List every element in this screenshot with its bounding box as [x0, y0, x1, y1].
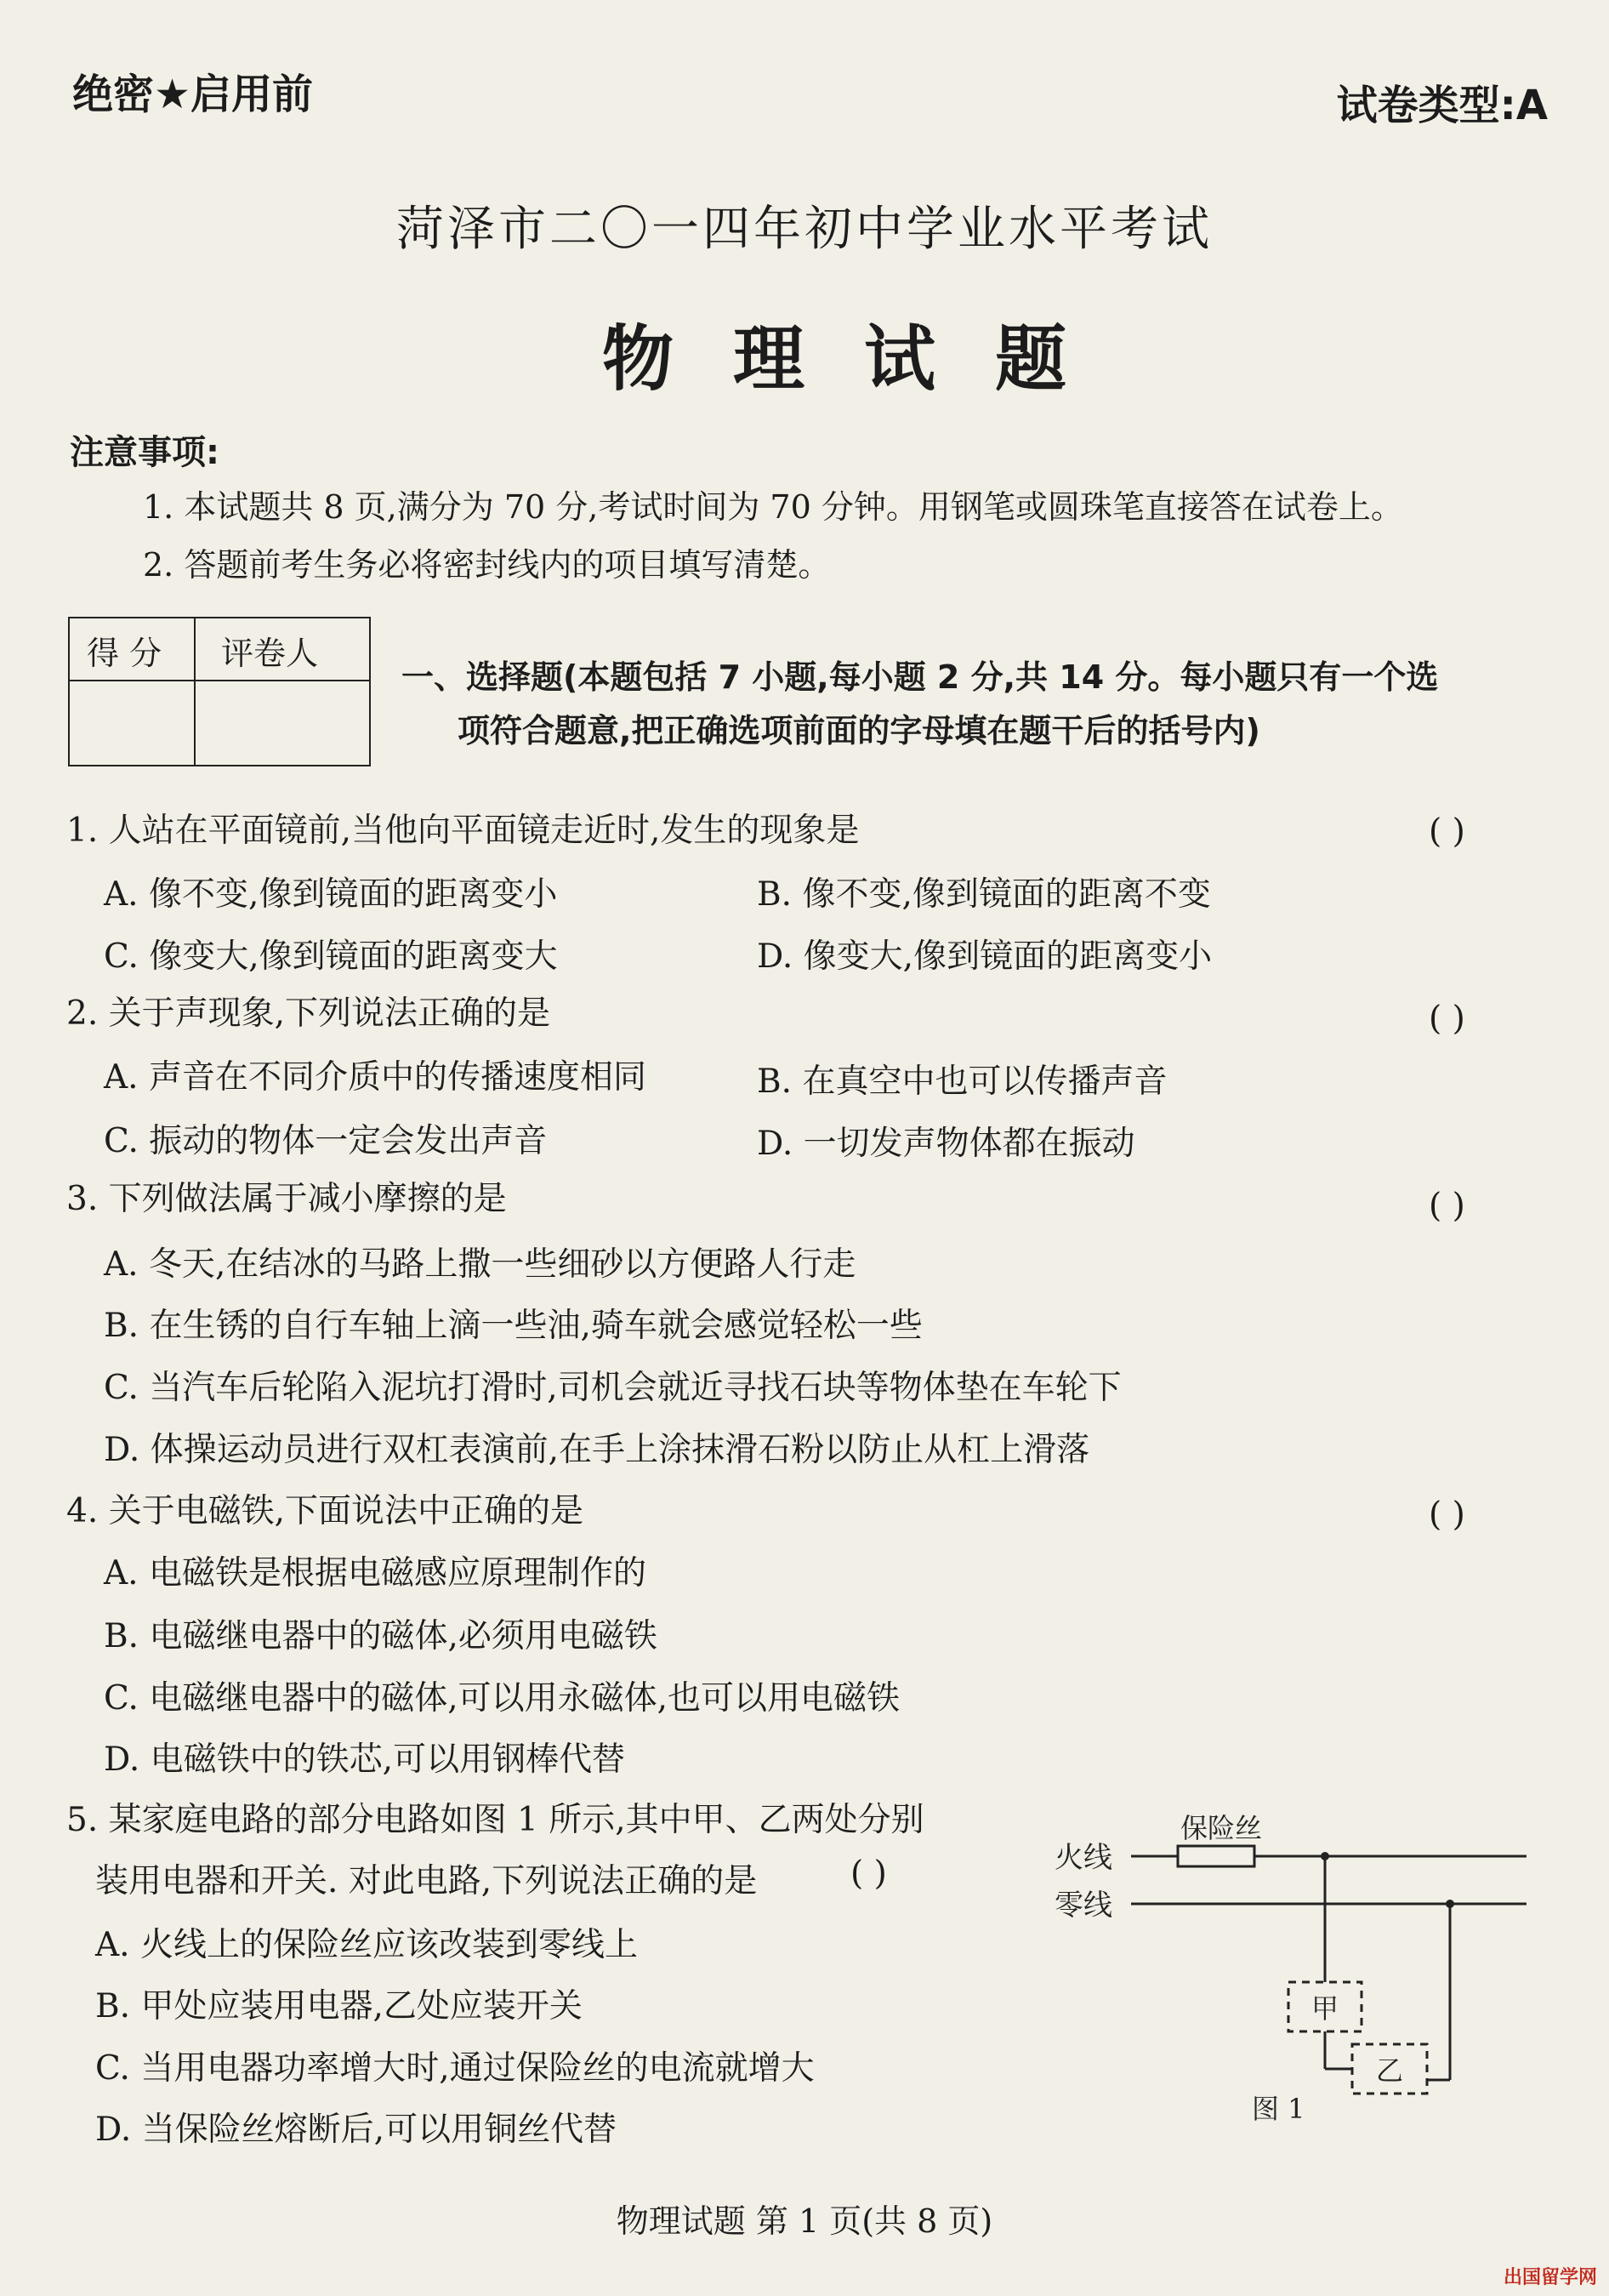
question-stem: 3. 下列做法属于减小摩擦的是	[66, 1180, 507, 1218]
option: A. 像不变,像到镜面的距离变小	[104, 875, 558, 914]
question-stem: 2. 关于声现象,下列说法正确的是	[66, 994, 551, 1033]
option: B. 电磁继电器中的磁体,必须用电磁铁	[104, 1617, 657, 1655]
question-stem: 5. 某家庭电路的部分电路如图 1 所示,其中甲、乙两处分别	[66, 1801, 924, 1839]
notice-heading: 注意事项:	[70, 433, 219, 472]
option: A. 火线上的保险丝应该改装到零线上	[95, 1926, 638, 1964]
option: D. 像变大,像到镜面的距离变小	[757, 937, 1213, 976]
yi-label: 乙	[1376, 2054, 1404, 2087]
answer-paren: ( )	[1429, 1000, 1465, 1038]
answer-paren: ( )	[1429, 1496, 1465, 1534]
option: D. 电磁铁中的铁芯,可以用钢棒代替	[104, 1741, 626, 1779]
option: A. 冬天,在结冰的马路上撒一些细砂以方便路人行走	[104, 1245, 856, 1284]
answer-paren: ( )	[1429, 812, 1465, 851]
score-table	[68, 617, 371, 766]
circuit-diagram	[1055, 1803, 1531, 2127]
option: B. 在生锈的自行车轴上滴一些油,骑车就会感觉轻松一些	[104, 1307, 923, 1345]
live-wire-label: 火线	[1055, 1841, 1112, 1875]
answer-paren: ( )	[1429, 1187, 1465, 1225]
page-footer: 物理试题 第 1 页(共 8 页)	[616, 2202, 993, 2240]
option: C. 当汽车后轮陷入泥坑打滑时,司机会就近寻找石块等物体垫在车轮下	[104, 1369, 1122, 1407]
grader-header: 评卷人	[221, 635, 319, 672]
option: C. 电磁继电器中的磁体,可以用永磁体,也可以用电磁铁	[104, 1679, 901, 1718]
score-header: 得 分	[87, 635, 162, 672]
paper-type-label: 试卷类型:A	[1336, 82, 1548, 129]
option: B. 像不变,像到镜面的距离不变	[757, 875, 1211, 914]
section-heading-cont: 项符合题意,把正确选项前面的字母填在题干后的括号内)	[458, 712, 1260, 749]
question-stem: 1. 人站在平面镜前,当他向平面镜走近时,发生的现象是	[66, 812, 860, 850]
question-stem-cont: 装用电器和开关. 对此电路,下列说法正确的是	[95, 1862, 758, 1900]
watermark: 出国留学网	[1503, 2267, 1597, 2288]
notice-item: 2. 答题前考生务必将密封线内的项目填写清楚。	[143, 546, 831, 584]
figure-caption: 图 1	[1252, 2093, 1305, 2125]
fuse-label: 保险丝	[1180, 1812, 1263, 1844]
option: B. 甲处应装用电器,乙处应装开关	[95, 1987, 583, 2025]
confidential-label: 绝密★启用前	[72, 71, 314, 118]
option: C. 像变大,像到镜面的距离变大	[104, 937, 558, 976]
option: D. 体操运动员进行双杠表演前,在手上涂抹滑石粉以防止从杠上滑落	[104, 1431, 1090, 1469]
exam-title: 菏泽市二〇一四年初中学业水平考试	[396, 202, 1213, 257]
answer-paren: ( )	[850, 1854, 887, 1893]
option: D. 当保险丝熔断后,可以用铜丝代替	[95, 2111, 617, 2149]
option: C. 当用电器功率增大时,通过保险丝的电流就增大	[95, 2049, 815, 2088]
option: A. 电磁铁是根据电磁感应原理制作的	[104, 1554, 646, 1592]
option: B. 在真空中也可以传播声音	[757, 1063, 1168, 1101]
option: A. 声音在不同介质中的传播速度相同	[104, 1058, 646, 1097]
jia-label: 甲	[1311, 1992, 1339, 2025]
neutral-wire-label: 零线	[1055, 1889, 1112, 1923]
subject-title: 物理试题	[601, 317, 1126, 401]
option: D. 一切发声物体都在振动	[757, 1125, 1135, 1163]
section-heading: 一、选择题(本题包括 7 小题,每小题 2 分,共 14 分。每小题只有一个选	[401, 658, 1439, 696]
notice-item: 1. 本试题共 8 页,满分为 70 分,考试时间为 70 分钟。用钢笔或圆珠笔直接答在试卷上。	[143, 488, 1403, 526]
question-stem: 4. 关于电磁铁,下面说法中正确的是	[66, 1492, 584, 1530]
option: C. 振动的物体一定会发出声音	[104, 1122, 548, 1160]
